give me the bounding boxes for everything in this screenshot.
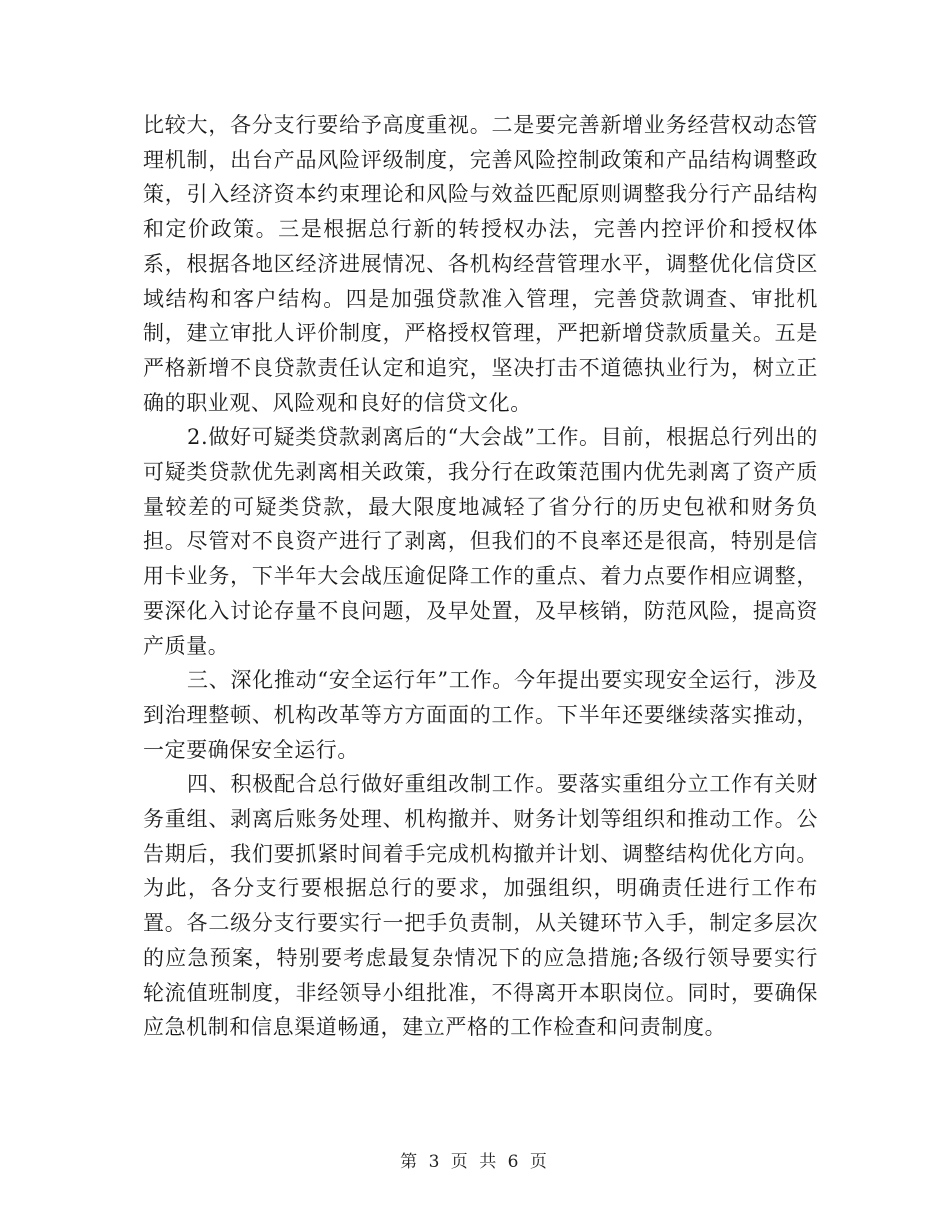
paragraph-item-2: 2.做好可疑类贷款剥离后的“大会战”工作。目前，根据总行列出的可疑类贷款优先剥离相关政策，我分行在政策范围内优先剥离了资产质量较差的可疑类贷款，最大限度地减轻了省分行的历史包袱和财务负担。尽管对不良资产进行了剥离，但我们的不良率还是很高，特别是信用卡业务，下半年大会战压逾促降工作的重点、着力点要作相应调整，要深化入讨论存量不良问题，及早处置，及早核销，防范风险，提高资产质量。 bbox=[143, 425, 818, 658]
page-number-footer: 第 3 页 共 6 页 bbox=[400, 1152, 550, 1172]
paragraph-continuation: 比较大，各分支行要给予高度重视。二是要完善新增业务经营权动态管理机制，出台产品风险评级制度，完善风险控制政策和产品结构调整政策，引入经济资本约束理论和风险与效益匹配原则调整我分行产品结构和定价政策。三是根据总行新的转授权办法，完善内控评价和授权体系，根据各地区经济进展情况、各机构经营管理水平，调整优化信贷区域结构和客户结构。四是加强贷款准入管理，完善贷款调查、审批机制，建立审批人评价制度，严格授权管理，严把新增贷款质量关。五是严格新增不良贷款责任认定和追究，坚决打击不道德执业行为，树立正确的职业观、风险观和良好的信贷文化。 bbox=[143, 113, 818, 415]
paragraph-section-3: 三、深化推动“安全运行年”工作。今年提出要实现安全运行，涉及到治理整顿、机构改革等方方面面的工作。下半年还要继续落实推动，一定要确保安全运行。 bbox=[143, 668, 818, 762]
paragraph-section-4: 四、积极配合总行做好重组改制工作。要落实重组分立工作有关财务重组、剥离后账务处理、机构撤并、财务计划等组织和推动工作。公告期后，我们要抓紧时间着手完成机构撤并计划、调整结构优化方向。为此，各分支行要根据总行的要求，加强组织，明确责任进行工作布置。各二级分支行要实行一把手负责制，从关键环节入手，制定多层次的应急预案，特别要考虑最复杂情况下的应急措施;各级行领导要实行轮流值班制度，非经领导小组批准，不得离开本职岗位。同时，要确保应急机制和信息渠道畅通，建立严格的工作检查和问责制度。 bbox=[143, 772, 818, 1040]
document-body bbox=[143, 108, 818, 1045]
